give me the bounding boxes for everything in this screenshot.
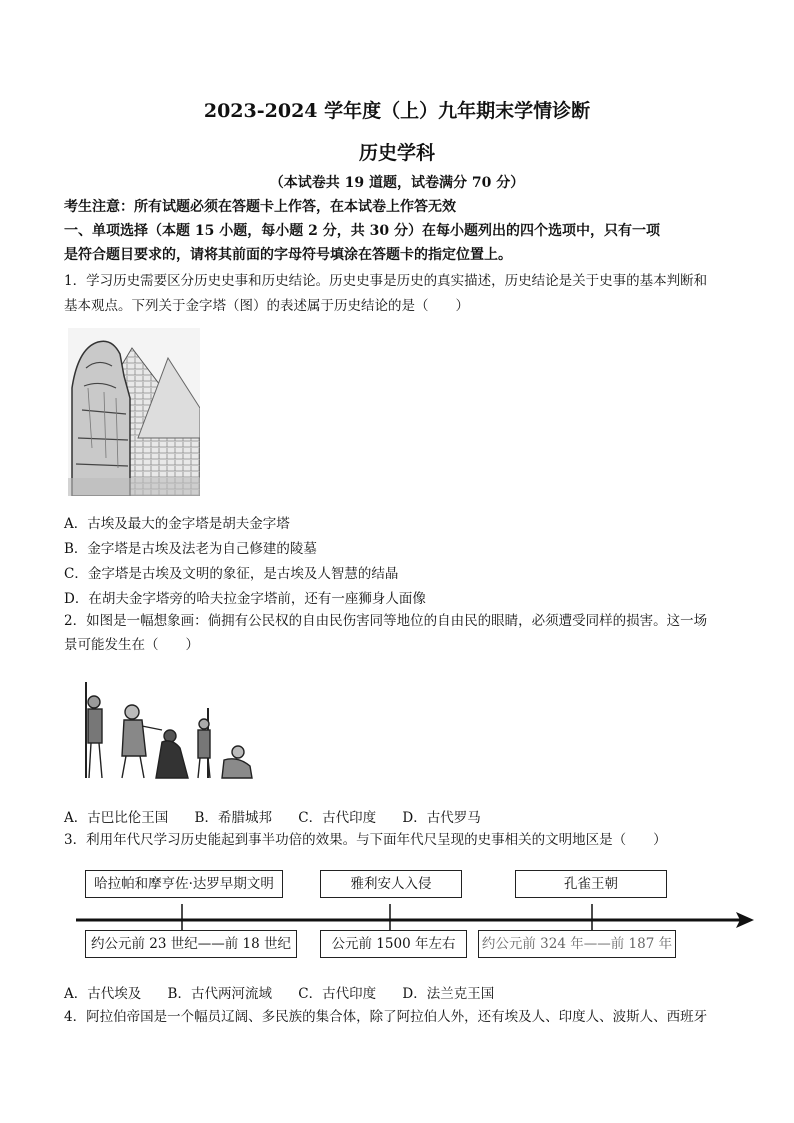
- exam-title: 2023-2024 学年度（上）九年期末学情诊断: [203, 100, 591, 122]
- q3-options: [64, 982, 516, 1002]
- q2-option-d: D．古代罗马: [402, 810, 481, 826]
- timeline-event-3: 孔雀王朝: [515, 870, 667, 898]
- punishment-scene-image: [76, 678, 256, 786]
- q3-option-d: D．法兰克王国: [402, 986, 495, 1002]
- q1-option-a: A．古埃及最大的金字塔是胡夫金字塔: [64, 516, 290, 532]
- q1-option-b: B．金字塔是古埃及法老为自己修建的陵墓: [64, 541, 317, 557]
- timeline-date-1: 约公元前 23 世纪——前 18 世纪: [85, 930, 297, 958]
- section1-line2: 是符合题目要求的，请将其前面的字母符号填涂在答题卡的指定位置上。: [64, 247, 512, 263]
- q2-options: [64, 806, 503, 826]
- q2-line2: 景可能发生在（ ）: [64, 637, 199, 653]
- q1-option-d: D．在胡夫金字塔旁的哈夫拉金字塔前，还有一座狮身人面像: [64, 591, 426, 607]
- q3-line1: 3．利用年代尺学习历史能起到事半功倍的效果。与下面年代尺呈现的史事相关的文明地区是（ ）: [64, 832, 667, 848]
- timeline-event-1: 哈拉帕和摩亨佐·达罗早期文明: [85, 870, 283, 898]
- q1-option-c: C．金字塔是古埃及文明的象征，是古埃及人智慧的结晶: [64, 566, 399, 582]
- exam-note: （本试卷共 19 道题，试卷满分 70 分）: [269, 175, 525, 191]
- subject-title: 历史学科: [358, 142, 435, 164]
- timeline-date-3: 约公元前 324 年——前 187 年: [478, 930, 676, 958]
- notice-text: 考生注意：所有试题必须在答题卡上作答，在本试卷上作答无效: [64, 199, 456, 215]
- q3-option-a: A．古代埃及: [64, 986, 142, 1002]
- timeline-date-2: 公元前 1500 年左右: [320, 930, 467, 958]
- q1-line2: 基本观点。下列关于金字塔（图）的表述属于历史结论的是（ ）: [64, 298, 469, 314]
- q4-line1: 4．阿拉伯帝国是一个幅员辽阔、多民族的集合体，除了阿拉伯人外，还有埃及人、印度人、波斯人、西班牙: [64, 1009, 708, 1025]
- q2-line1: 2．如图是一幅想象画：倘拥有公民权的自由民伤害同等地位的自由民的眼睛，必须遭受同样的损害。这一场: [64, 613, 708, 629]
- q2-option-a: A．古巴比伦王国: [64, 810, 169, 826]
- q3-option-b: B．古代两河流域: [167, 986, 272, 1002]
- q2-option-c: C．古代印度: [298, 810, 377, 826]
- section1-line1: 一、单项选择（本题 15 小题，每小题 2 分，共 30 分）在每小题列出的四个选项中，只有一项: [64, 223, 660, 239]
- pyramid-sphinx-image: [68, 328, 200, 496]
- q2-option-b: B．希腊城邦: [194, 810, 272, 826]
- q1-line1: 1．学习历史需要区分历史史事和历史结论。历史史事是历史的真实描述，历史结论是关于史事的基本判断和: [64, 273, 708, 289]
- q3-option-c: C．古代印度: [298, 986, 377, 1002]
- timeline-event-2: 雅利安人入侵: [320, 870, 462, 898]
